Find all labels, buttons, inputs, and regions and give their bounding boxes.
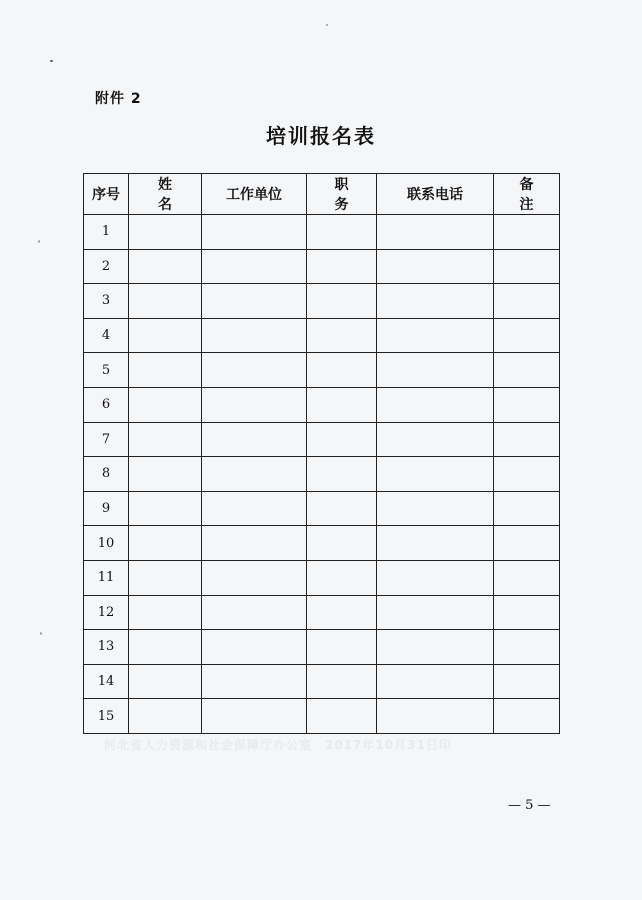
cell-index: 12 <box>84 595 129 630</box>
table-row <box>84 491 560 526</box>
cell-employer[interactable] <box>202 630 307 665</box>
scan-speck <box>38 240 40 243</box>
registration-table <box>83 173 560 734</box>
cell-employer[interactable] <box>202 595 307 630</box>
cell-remarks[interactable] <box>494 422 560 457</box>
cell-remarks[interactable] <box>494 526 560 561</box>
scan-speck <box>326 24 328 26</box>
cell-name[interactable] <box>129 664 202 699</box>
cell-position[interactable] <box>307 491 377 526</box>
cell-index: 14 <box>84 664 129 699</box>
cell-employer[interactable] <box>202 422 307 457</box>
table-row <box>84 630 560 665</box>
cell-position[interactable] <box>307 526 377 561</box>
cell-position[interactable] <box>307 284 377 319</box>
cell-employer[interactable] <box>202 457 307 492</box>
header-name: 姓 名 <box>129 174 202 215</box>
cell-position[interactable] <box>307 318 377 353</box>
cell-index: 9 <box>84 491 129 526</box>
table-row <box>84 353 560 388</box>
cell-employer[interactable] <box>202 526 307 561</box>
attachment-label: 附件 2 <box>95 91 142 107</box>
cell-remarks[interactable] <box>494 318 560 353</box>
cell-position[interactable] <box>307 560 377 595</box>
scan-speck <box>50 60 53 62</box>
bleed-through-footer: 河北省人力资源和社会保障厅办公室 2017年10月31日印 <box>104 738 452 752</box>
cell-remarks[interactable] <box>494 699 560 734</box>
cell-name[interactable] <box>129 422 202 457</box>
page-number: — 5 — <box>508 798 551 813</box>
cell-remarks[interactable] <box>494 353 560 388</box>
cell-position[interactable] <box>307 630 377 665</box>
header-employer: 工作单位 <box>202 174 307 215</box>
cell-name[interactable] <box>129 284 202 319</box>
cell-position[interactable] <box>307 664 377 699</box>
cell-phone[interactable] <box>377 630 494 665</box>
cell-position[interactable] <box>307 457 377 492</box>
cell-index: 2 <box>84 249 129 284</box>
cell-remarks[interactable] <box>494 284 560 319</box>
cell-name[interactable] <box>129 387 202 422</box>
header-phone: 联系电话 <box>377 174 494 215</box>
cell-index: 6 <box>84 387 129 422</box>
cell-employer[interactable] <box>202 353 307 388</box>
table-row <box>84 457 560 492</box>
cell-remarks[interactable] <box>494 630 560 665</box>
cell-employer[interactable] <box>202 491 307 526</box>
table-row <box>84 595 560 630</box>
cell-name[interactable] <box>129 560 202 595</box>
cell-remarks[interactable] <box>494 560 560 595</box>
table-header-row <box>84 174 560 215</box>
cell-position[interactable] <box>307 387 377 422</box>
cell-name[interactable] <box>129 249 202 284</box>
cell-name[interactable] <box>129 215 202 250</box>
cell-name[interactable] <box>129 526 202 561</box>
table-row <box>84 284 560 319</box>
cell-phone[interactable] <box>377 284 494 319</box>
cell-phone[interactable] <box>377 422 494 457</box>
cell-employer[interactable] <box>202 318 307 353</box>
table-row <box>84 318 560 353</box>
cell-position[interactable] <box>307 215 377 250</box>
cell-phone[interactable] <box>377 215 494 250</box>
cell-name[interactable] <box>129 595 202 630</box>
cell-position[interactable] <box>307 249 377 284</box>
table-row <box>84 387 560 422</box>
cell-name[interactable] <box>129 318 202 353</box>
cell-employer[interactable] <box>202 664 307 699</box>
table-row <box>84 526 560 561</box>
cell-index: 7 <box>84 422 129 457</box>
header-index: 序号 <box>84 174 129 215</box>
cell-phone[interactable] <box>377 699 494 734</box>
cell-remarks[interactable] <box>494 457 560 492</box>
cell-position[interactable] <box>307 699 377 734</box>
cell-index: 11 <box>84 560 129 595</box>
cell-phone[interactable] <box>377 387 494 422</box>
cell-position[interactable] <box>307 422 377 457</box>
cell-phone[interactable] <box>377 353 494 388</box>
cell-name[interactable] <box>129 630 202 665</box>
cell-phone[interactable] <box>377 595 494 630</box>
cell-name[interactable] <box>129 491 202 526</box>
cell-name[interactable] <box>129 457 202 492</box>
cell-remarks[interactable] <box>494 595 560 630</box>
header-remarks: 备 注 <box>494 174 560 215</box>
cell-index: 13 <box>84 630 129 665</box>
cell-index: 3 <box>84 284 129 319</box>
cell-employer[interactable] <box>202 249 307 284</box>
table-row <box>84 215 560 250</box>
cell-employer[interactable] <box>202 699 307 734</box>
cell-position[interactable] <box>307 595 377 630</box>
cell-employer[interactable] <box>202 560 307 595</box>
cell-index: 15 <box>84 699 129 734</box>
cell-index: 1 <box>84 215 129 250</box>
cell-index: 5 <box>84 353 129 388</box>
cell-remarks[interactable] <box>494 491 560 526</box>
cell-remarks[interactable] <box>494 215 560 250</box>
cell-remarks[interactable] <box>494 387 560 422</box>
cell-employer[interactable] <box>202 284 307 319</box>
scan-speck <box>40 632 42 635</box>
cell-phone[interactable] <box>377 664 494 699</box>
cell-phone[interactable] <box>377 318 494 353</box>
cell-phone[interactable] <box>377 249 494 284</box>
cell-index: 8 <box>84 457 129 492</box>
cell-phone[interactable] <box>377 526 494 561</box>
cell-remarks[interactable] <box>494 249 560 284</box>
cell-index: 4 <box>84 318 129 353</box>
table-row <box>84 249 560 284</box>
cell-position[interactable] <box>307 353 377 388</box>
cell-name[interactable] <box>129 353 202 388</box>
cell-index: 10 <box>84 526 129 561</box>
table-row <box>84 664 560 699</box>
header-position: 职 务 <box>307 174 377 215</box>
cell-phone[interactable] <box>377 560 494 595</box>
page-title: 培训报名表 <box>266 124 376 148</box>
table-row <box>84 560 560 595</box>
cell-employer[interactable] <box>202 387 307 422</box>
table-row <box>84 699 560 734</box>
cell-employer[interactable] <box>202 215 307 250</box>
cell-phone[interactable] <box>377 457 494 492</box>
cell-name[interactable] <box>129 699 202 734</box>
table-row <box>84 422 560 457</box>
cell-remarks[interactable] <box>494 664 560 699</box>
cell-phone[interactable] <box>377 491 494 526</box>
